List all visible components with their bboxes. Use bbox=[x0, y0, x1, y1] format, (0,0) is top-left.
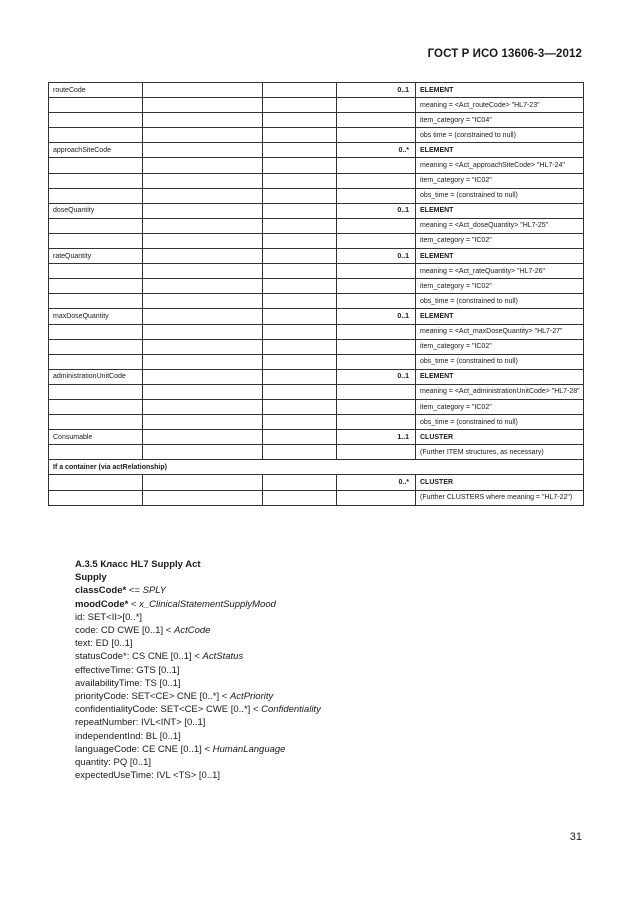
cardinality-cell bbox=[337, 173, 416, 188]
mapping-cell: obs_time = (constrained to null) bbox=[416, 354, 584, 369]
empty-cell bbox=[263, 158, 337, 173]
empty-cell bbox=[263, 249, 337, 264]
attribute-name-cell bbox=[49, 279, 143, 294]
cardinality-cell bbox=[337, 294, 416, 309]
empty-cell bbox=[143, 249, 263, 264]
attribute-key: availabilityTime: TS [0..1] bbox=[75, 677, 181, 689]
empty-cell bbox=[263, 128, 337, 143]
attribute-line bbox=[75, 637, 321, 650]
group-condition-cell: If a container (via actRelationship) bbox=[49, 460, 584, 475]
table-row bbox=[49, 309, 584, 324]
mapping-cell: CLUSTER bbox=[416, 475, 584, 490]
mapping-cell: meaning = <Act_approachSiteCode> "HL7-24" bbox=[416, 158, 584, 173]
element-mapping-table bbox=[48, 82, 584, 506]
attribute-name-cell: routeCode bbox=[49, 83, 143, 98]
cardinality-cell bbox=[337, 158, 416, 173]
table-row bbox=[49, 339, 584, 354]
empty-cell bbox=[143, 203, 263, 218]
cardinality-cell bbox=[337, 113, 416, 128]
table-row bbox=[49, 430, 584, 445]
attribute-name-cell bbox=[49, 339, 143, 354]
cardinality-cell bbox=[337, 279, 416, 294]
table-row bbox=[49, 188, 584, 203]
attribute-line bbox=[75, 624, 321, 637]
table-row bbox=[49, 218, 584, 233]
attribute-name-cell bbox=[49, 158, 143, 173]
empty-cell bbox=[263, 188, 337, 203]
mapping-cell: item_category = "IC02" bbox=[416, 399, 584, 414]
cardinality-cell bbox=[337, 490, 416, 505]
empty-cell bbox=[143, 143, 263, 158]
cardinality-cell bbox=[337, 384, 416, 399]
attribute-key: text: ED [0..1] bbox=[75, 638, 133, 650]
attribute-line bbox=[75, 716, 321, 729]
cardinality-cell: 0..1 bbox=[337, 309, 416, 324]
empty-cell bbox=[143, 384, 263, 399]
attribute-key: languageCode: CE CNE [0..1] < bbox=[75, 743, 213, 755]
empty-cell bbox=[263, 354, 337, 369]
table-row bbox=[49, 249, 584, 264]
attribute-operator: < bbox=[128, 598, 140, 610]
cardinality-cell bbox=[337, 233, 416, 248]
empty-cell bbox=[143, 233, 263, 248]
document-code-header: ГОСТ Р ИСО 13606-3—2012 bbox=[427, 48, 582, 60]
empty-cell bbox=[263, 415, 337, 430]
empty-cell bbox=[263, 233, 337, 248]
empty-cell bbox=[263, 279, 337, 294]
attribute-name-cell bbox=[49, 218, 143, 233]
attribute-line bbox=[75, 611, 321, 624]
attribute-vocabulary: ActCode bbox=[174, 625, 211, 637]
mapping-cell: item_category = "IC02" bbox=[416, 279, 584, 294]
table-row bbox=[49, 475, 584, 490]
mapping-cell: item_category = "IC02" bbox=[416, 233, 584, 248]
table-row bbox=[49, 354, 584, 369]
table-row bbox=[49, 264, 584, 279]
empty-cell bbox=[263, 264, 337, 279]
mapping-cell: ELEMENT bbox=[416, 143, 584, 158]
table-row bbox=[49, 324, 584, 339]
table-row bbox=[49, 143, 584, 158]
table-row bbox=[49, 490, 584, 505]
table-row bbox=[49, 203, 584, 218]
empty-cell bbox=[143, 218, 263, 233]
attribute-line bbox=[75, 598, 321, 611]
empty-cell bbox=[263, 384, 337, 399]
empty-cell bbox=[143, 399, 263, 414]
attribute-line bbox=[75, 650, 321, 663]
mapping-cell: item_category = "IC02" bbox=[416, 339, 584, 354]
mapping-cell: (Further ITEM structures, as necessary) bbox=[416, 445, 584, 460]
cardinality-cell: 0..* bbox=[337, 475, 416, 490]
mapping-cell: ELEMENT bbox=[416, 309, 584, 324]
attribute-line bbox=[75, 690, 321, 703]
table-row bbox=[49, 158, 584, 173]
cardinality-cell: 0..* bbox=[337, 143, 416, 158]
empty-cell bbox=[143, 309, 263, 324]
cardinality-cell: 1..1 bbox=[337, 430, 416, 445]
attribute-name-cell bbox=[49, 264, 143, 279]
mapping-cell: meaning = <Act_rateQuantity> "HL7-26" bbox=[416, 264, 584, 279]
mapping-cell: obs_time = (constrained to null) bbox=[416, 188, 584, 203]
attribute-key: confidentialityCode: SET<CE> CWE [0..*] < bbox=[75, 704, 262, 716]
empty-cell bbox=[143, 430, 263, 445]
attribute-key: id: SET<II>[0..*] bbox=[75, 611, 143, 623]
attribute-name-cell: administrationUnitCode bbox=[49, 369, 143, 384]
class-name: Supply bbox=[75, 572, 107, 584]
attribute-name-cell bbox=[49, 354, 143, 369]
attribute-line bbox=[75, 769, 321, 782]
attribute-vocabulary: x_ClinicalStatementSupplyMood bbox=[139, 598, 276, 610]
empty-cell bbox=[143, 445, 263, 460]
empty-cell bbox=[263, 203, 337, 218]
attribute-key: priorityCode: SET<CE> CNE [0..*] < bbox=[75, 691, 230, 703]
attribute-name-cell bbox=[49, 173, 143, 188]
empty-cell bbox=[263, 339, 337, 354]
empty-cell bbox=[143, 173, 263, 188]
attribute-vocabulary: HumanLanguage bbox=[212, 743, 286, 755]
mapping-cell: obs time = (constrained to null) bbox=[416, 128, 584, 143]
cardinality-cell: 0..1 bbox=[337, 83, 416, 98]
attribute-key: code: CD CWE [0..1] < bbox=[75, 625, 174, 637]
mapping-cell: obs_time = (constrained to null) bbox=[416, 294, 584, 309]
mapping-cell: item_category = "IC04" bbox=[416, 113, 584, 128]
supply-act-section bbox=[75, 558, 321, 782]
mapping-cell: ELEMENT bbox=[416, 249, 584, 264]
attribute-line bbox=[75, 703, 321, 716]
attribute-line bbox=[75, 664, 321, 677]
empty-cell bbox=[143, 324, 263, 339]
empty-cell bbox=[263, 218, 337, 233]
attribute-key: classCode* bbox=[75, 585, 127, 597]
mapping-cell: CLUSTER bbox=[416, 430, 584, 445]
empty-cell bbox=[143, 415, 263, 430]
empty-cell bbox=[263, 113, 337, 128]
mapping-cell: meaning = <Act_maxDoseQuantity> "HL7-27" bbox=[416, 324, 584, 339]
empty-cell bbox=[263, 83, 337, 98]
cardinality-cell bbox=[337, 218, 416, 233]
attribute-name-cell bbox=[49, 399, 143, 414]
empty-cell bbox=[143, 475, 263, 490]
attribute-vocabulary: Confidentiality bbox=[261, 704, 321, 716]
table-row bbox=[49, 113, 584, 128]
attribute-name-cell: rateQuantity bbox=[49, 249, 143, 264]
attribute-name-cell bbox=[49, 324, 143, 339]
mapping-cell: meaning = <Act_routeCode> "HL7-23" bbox=[416, 98, 584, 113]
cardinality-cell bbox=[337, 415, 416, 430]
empty-cell bbox=[143, 264, 263, 279]
empty-cell bbox=[143, 369, 263, 384]
empty-cell bbox=[263, 475, 337, 490]
cardinality-cell bbox=[337, 98, 416, 113]
attribute-line bbox=[75, 756, 321, 769]
empty-cell bbox=[263, 173, 337, 188]
attribute-name-cell: approachSiteCode bbox=[49, 143, 143, 158]
attribute-name-cell bbox=[49, 384, 143, 399]
table-row bbox=[49, 384, 584, 399]
attribute-operator: <= bbox=[126, 585, 143, 597]
cardinality-cell bbox=[337, 324, 416, 339]
empty-cell bbox=[143, 83, 263, 98]
attribute-name-cell bbox=[49, 98, 143, 113]
mapping-cell: ELEMENT bbox=[416, 83, 584, 98]
attribute-name-cell: Consumable bbox=[49, 430, 143, 445]
cardinality-cell bbox=[337, 339, 416, 354]
cardinality-cell bbox=[337, 354, 416, 369]
attribute-line bbox=[75, 743, 321, 756]
cardinality-cell: 0..1 bbox=[337, 369, 416, 384]
table-row bbox=[49, 399, 584, 414]
mapping-cell: meaning = <Act_administrationUnitCode> "HL7-28" bbox=[416, 384, 584, 399]
mapping-cell: ELEMENT bbox=[416, 369, 584, 384]
attribute-line bbox=[75, 677, 321, 690]
attribute-list bbox=[75, 584, 321, 782]
cardinality-cell bbox=[337, 445, 416, 460]
empty-cell bbox=[263, 445, 337, 460]
attribute-name-cell bbox=[49, 233, 143, 248]
table-row bbox=[49, 173, 584, 188]
table-row bbox=[49, 460, 584, 475]
table-row bbox=[49, 98, 584, 113]
attribute-key: statusCode*: CS CNE [0..1] < bbox=[75, 651, 203, 663]
attribute-name-cell bbox=[49, 294, 143, 309]
attribute-name-cell bbox=[49, 188, 143, 203]
cardinality-cell bbox=[337, 128, 416, 143]
attribute-line bbox=[75, 584, 321, 597]
table-row bbox=[49, 294, 584, 309]
empty-cell bbox=[263, 98, 337, 113]
attribute-name-cell bbox=[49, 128, 143, 143]
table-row bbox=[49, 233, 584, 248]
empty-cell bbox=[143, 294, 263, 309]
table-row bbox=[49, 279, 584, 294]
empty-cell bbox=[143, 490, 263, 505]
empty-cell bbox=[143, 98, 263, 113]
mapping-cell: obs_time = (constrained to null) bbox=[416, 415, 584, 430]
table-row bbox=[49, 369, 584, 384]
attribute-key: effectiveTime: GTS [0..1] bbox=[75, 664, 180, 676]
empty-cell bbox=[143, 188, 263, 203]
attribute-key: independentInd: BL [0..1] bbox=[75, 730, 181, 742]
empty-cell bbox=[263, 309, 337, 324]
mapping-cell: (Further CLUSTERS where meaning = "HL7-22") bbox=[416, 490, 584, 505]
attribute-name-cell bbox=[49, 445, 143, 460]
mapping-cell: meaning = <Act_doseQuantity> "HL7-25" bbox=[416, 218, 584, 233]
table-row bbox=[49, 415, 584, 430]
empty-cell bbox=[143, 279, 263, 294]
section-heading: А.3.5 Класс HL7 Supply Act bbox=[75, 559, 201, 570]
empty-cell bbox=[263, 324, 337, 339]
attribute-name-cell: doseQuantity bbox=[49, 203, 143, 218]
attribute-line bbox=[75, 730, 321, 743]
attribute-vocabulary: SPLY bbox=[142, 585, 167, 597]
empty-cell bbox=[143, 128, 263, 143]
empty-cell bbox=[143, 113, 263, 128]
empty-cell bbox=[143, 158, 263, 173]
attribute-key: repeatNumber: IVL<INT> [0..1] bbox=[75, 717, 206, 729]
attribute-name-cell bbox=[49, 475, 143, 490]
attribute-name-cell bbox=[49, 415, 143, 430]
attribute-vocabulary: ActStatus bbox=[202, 651, 244, 663]
table-row bbox=[49, 128, 584, 143]
attribute-name-cell: maxDoseQuantity bbox=[49, 309, 143, 324]
empty-cell bbox=[263, 294, 337, 309]
empty-cell bbox=[263, 490, 337, 505]
empty-cell bbox=[143, 354, 263, 369]
empty-cell bbox=[263, 369, 337, 384]
attribute-name-cell bbox=[49, 490, 143, 505]
mapping-cell: ELEMENT bbox=[416, 203, 584, 218]
mapping-cell: item_category = "IC02" bbox=[416, 173, 584, 188]
cardinality-cell bbox=[337, 399, 416, 414]
attribute-key: quantity: PQ [0..1] bbox=[75, 757, 152, 769]
attribute-name-cell bbox=[49, 113, 143, 128]
cardinality-cell: 0..1 bbox=[337, 249, 416, 264]
empty-cell bbox=[263, 430, 337, 445]
cardinality-cell: 0..1 bbox=[337, 203, 416, 218]
cardinality-cell bbox=[337, 188, 416, 203]
table-row bbox=[49, 445, 584, 460]
empty-cell bbox=[263, 143, 337, 158]
table-row bbox=[49, 83, 584, 98]
attribute-key: expectedUseTime: IVL <TS> [0..1] bbox=[75, 770, 221, 782]
attribute-vocabulary: ActPriority bbox=[229, 691, 274, 703]
page-number: 31 bbox=[569, 831, 582, 843]
empty-cell bbox=[263, 399, 337, 414]
attribute-key: moodCode* bbox=[75, 598, 129, 610]
cardinality-cell bbox=[337, 264, 416, 279]
empty-cell bbox=[143, 339, 263, 354]
